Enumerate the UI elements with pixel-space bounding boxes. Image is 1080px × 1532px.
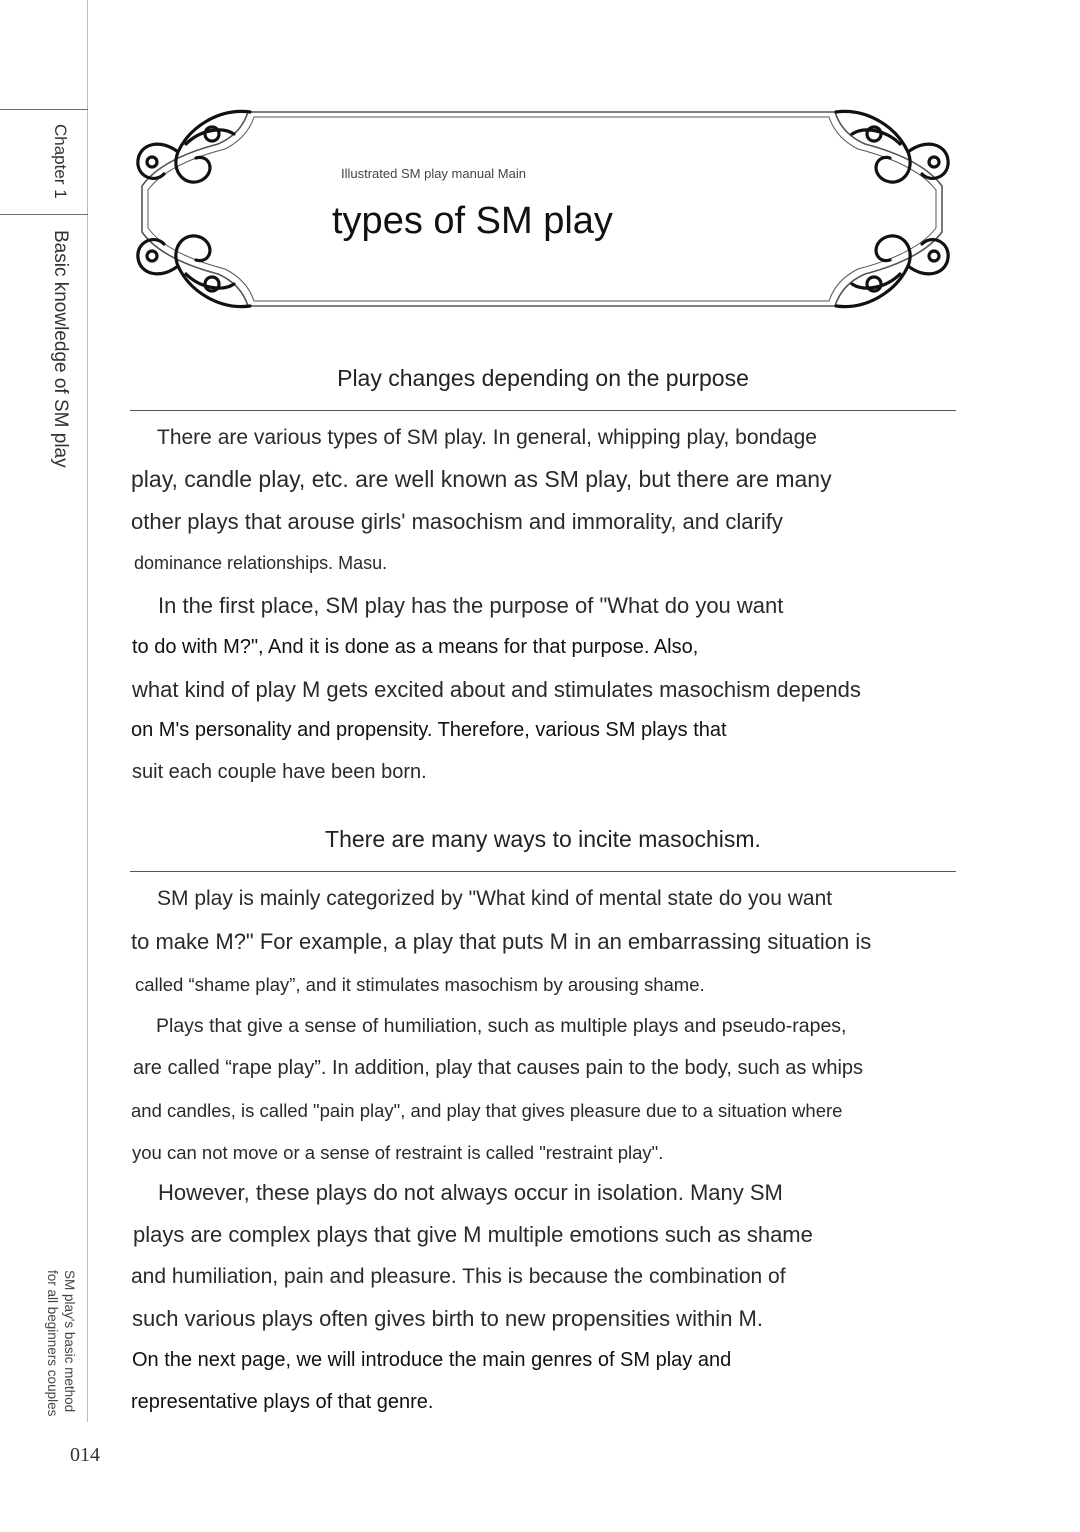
page-subtitle: Illustrated SM play manual Main <box>341 166 526 181</box>
chapter-tab: Chapter 1 <box>51 124 70 199</box>
section-heading-purpose: Play changes depending on the purpose <box>337 365 749 391</box>
sidebar-rule-bottom <box>0 214 88 215</box>
section-rule <box>130 410 956 411</box>
body-text-line: dominance relationships. Masu. <box>134 553 388 573</box>
section-heading-masochism: There are many ways to incite masochism. <box>325 826 761 852</box>
body-text-line: and humiliation, pain and pleasure. This is because the combination of <box>131 1265 786 1288</box>
body-text-line: SM play is mainly categorized by "What kind of mental state do you want <box>157 887 833 910</box>
body-text-line: called “shame play”, and it stimulates masochism by arousing shame. <box>135 974 705 995</box>
book-title-line2: for all beginners couples <box>45 1270 60 1417</box>
book-title <box>44 1270 78 1416</box>
body-text-line: On the next page, we will introduce the main genres of SM play and <box>132 1349 732 1371</box>
body-text-line: to do with M?", And it is done as a means for that purpose. Also, <box>132 636 699 658</box>
body-text-line: on M's personality and propensity. Therefore, various SM plays that <box>131 719 727 741</box>
body-text-line: play, candle play, etc. are well known as SM play, but there are many <box>131 466 832 492</box>
body-text-line: and candles, is called "pain play", and play that gives pleasure due to a situation where <box>131 1100 843 1121</box>
body-text-line: representative plays of that genre. <box>131 1391 434 1413</box>
body-text-line: There are various types of SM play. In general, whipping play, bondage <box>157 426 817 449</box>
body-text-line: suit each couple have been born. <box>132 761 427 783</box>
page-number: 014 <box>70 1444 100 1466</box>
body-text-line: what kind of play M gets excited about and stimulates masochism depends <box>132 677 861 702</box>
body-text-line: to make M?" For example, a play that puts M in an embarrassing situation is <box>131 929 872 954</box>
chapter-title: Basic knowledge of SM play <box>50 230 71 468</box>
body-text-line: you can not move or a sense of restraint is called "restraint play". <box>132 1142 664 1163</box>
book-title-line1: SM play's basic method <box>62 1270 77 1413</box>
body-text-line: Plays that give a sense of humiliation, such as multiple plays and pseudo-rapes, <box>156 1015 847 1037</box>
page-title: types of SM play <box>332 200 613 242</box>
body-text-line: are called “rape play”. In addition, play that causes pain to the body, such as whips <box>133 1057 864 1079</box>
body-text-line: such various plays often gives birth to new propensities within M. <box>132 1306 763 1331</box>
body-text-line: In the first place, SM play has the purpose of "What do you want <box>158 593 784 618</box>
body-text-line: plays are complex plays that give M multiple emotions such as shame <box>133 1222 813 1247</box>
sidebar-rule-top <box>0 109 88 110</box>
body-text-line: However, these plays do not always occur in isolation. Many SM <box>158 1180 783 1205</box>
section-rule <box>130 871 956 872</box>
body-text-line: other plays that arouse girls' masochism and immorality, and clarify <box>131 509 783 534</box>
